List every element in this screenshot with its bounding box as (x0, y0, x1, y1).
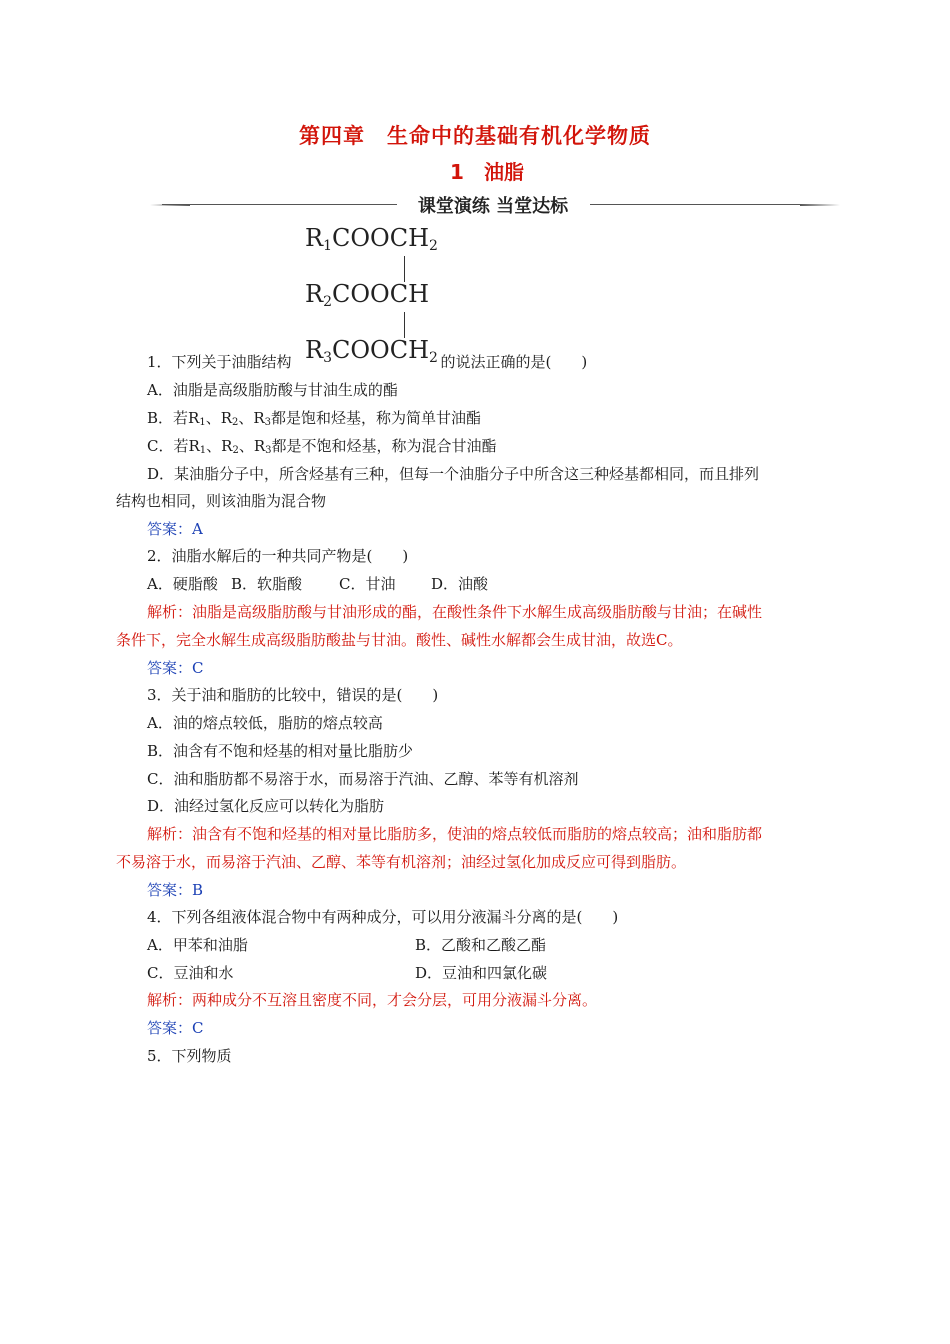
q2-answer: 答案：C (147, 659, 204, 677)
q3-answer: 答案：B (147, 881, 204, 899)
q4-option-d: D．豆油和四氯化碳 (415, 964, 548, 982)
q4-option-c: C．豆油和水 (147, 964, 234, 982)
q1-stem-part1: 1．下列关于油脂结构 (147, 353, 292, 371)
section-banner (150, 192, 840, 218)
q3-option-d: D．油经过氢化反应可以转化为脂肪 (147, 797, 385, 815)
q3-option-a: A．油的熔点较低，脂肪的熔点较高 (147, 714, 383, 732)
q2-options (147, 574, 488, 594)
q1-option-a: A．油脂是高级脂肪酸与甘油生成的酯 (147, 381, 398, 399)
q2-stem: 2．油脂水解后的一种共同产物是( ) (147, 547, 409, 565)
q5-stem: 5．下列物质 (147, 1047, 232, 1065)
q4-option-a: A．甲苯和油脂 (147, 936, 248, 954)
q4-options-row1 (147, 935, 547, 955)
q1-stem-part2: 的说法正确的是( ) (440, 353, 588, 371)
q4-stem: 4．下列各组液体混合物中有两种成分，可以用分液漏斗分离的是( ) (147, 908, 619, 926)
q2-option-d: D．油酸 (431, 575, 489, 593)
formula-row-3: $R_3COOCH_2$ (305, 336, 438, 366)
q4-option-b: B．乙酸和乙酸乙酯 (415, 936, 547, 954)
q1-stem (147, 352, 587, 372)
banner-rule-right-fade (800, 204, 840, 206)
q3-option-c: C．油和脂肪都不易溶于水，而易溶于汽油、乙醇、苯等有机溶剂 (147, 770, 579, 788)
q1-option-b: B．若$R_1$、$R_2$、$R_3$都是饱和烃基，称为简单甘油酯 (147, 409, 482, 428)
q2-analysis-line1: 解析：油脂是高级脂肪酸与甘油形成的酯，在酸性条件下水解生成高级脂肪酸与甘油；在碱性 (147, 603, 763, 621)
chapter-title: 第四章 生命中的基础有机化学物质 (299, 124, 651, 148)
q1-option-d-line2: 结构也相同，则该油脂为混合物 (116, 492, 327, 510)
q2-option-c: C．甘油 (339, 575, 396, 593)
q1-answer: 答案：A (147, 520, 203, 538)
q2-option-b: B．软脂酸 (231, 575, 303, 593)
q1-option-d-line1: D．某油脂分子中，所含烃基有三种，但每一个油脂分子中所含这三种烃基都相同，而且排列 (147, 465, 760, 483)
q1-option-c: C．若$R_1$、$R_2$、$R_3$都是不饱和烃基，称为混合甘油酯 (147, 437, 497, 456)
formula-row-2: $R_2COOCH$ (305, 280, 430, 310)
formula-bond-1 (404, 256, 405, 282)
formula-row-1: $R_1COOCH_2$ (305, 224, 438, 254)
triglyceride-structure (300, 220, 470, 370)
banner-rule-right (590, 204, 830, 205)
banner-rule-left (162, 204, 397, 205)
q3-option-b: B．油含有不饱和烃基的相对量比脂肪少 (147, 742, 414, 760)
q4-answer: 答案：C (147, 1019, 204, 1037)
q3-analysis-line1: 解析：油含有不饱和烃基的相对量比脂肪多，使油的熔点较低而脂肪的熔点较高；油和脂肪都 (147, 825, 763, 843)
q3-stem: 3．关于油和脂肪的比较中，错误的是( ) (147, 686, 439, 704)
formula-bond-2 (404, 312, 405, 338)
q4-options-row2 (147, 963, 548, 983)
banner-text: 课堂演练 当堂达标 (417, 196, 569, 217)
section-title: 1 油脂 (450, 160, 524, 184)
q3-analysis-line2: 不易溶于水，而易溶于汽油、乙醇、苯等有机溶剂；油经过氢化加成反应可得到脂肪。 (116, 853, 687, 871)
q2-option-a: A．硬脂酸 (147, 575, 218, 593)
q2-analysis-line2: 条件下，完全水解生成高级脂肪酸盐与甘油。酸性、碱性水解都会生成甘油，故选C。 (116, 631, 683, 649)
q4-analysis: 解析：两种成分不互溶且密度不同，才会分层，可用分液漏斗分离。 (147, 991, 598, 1009)
